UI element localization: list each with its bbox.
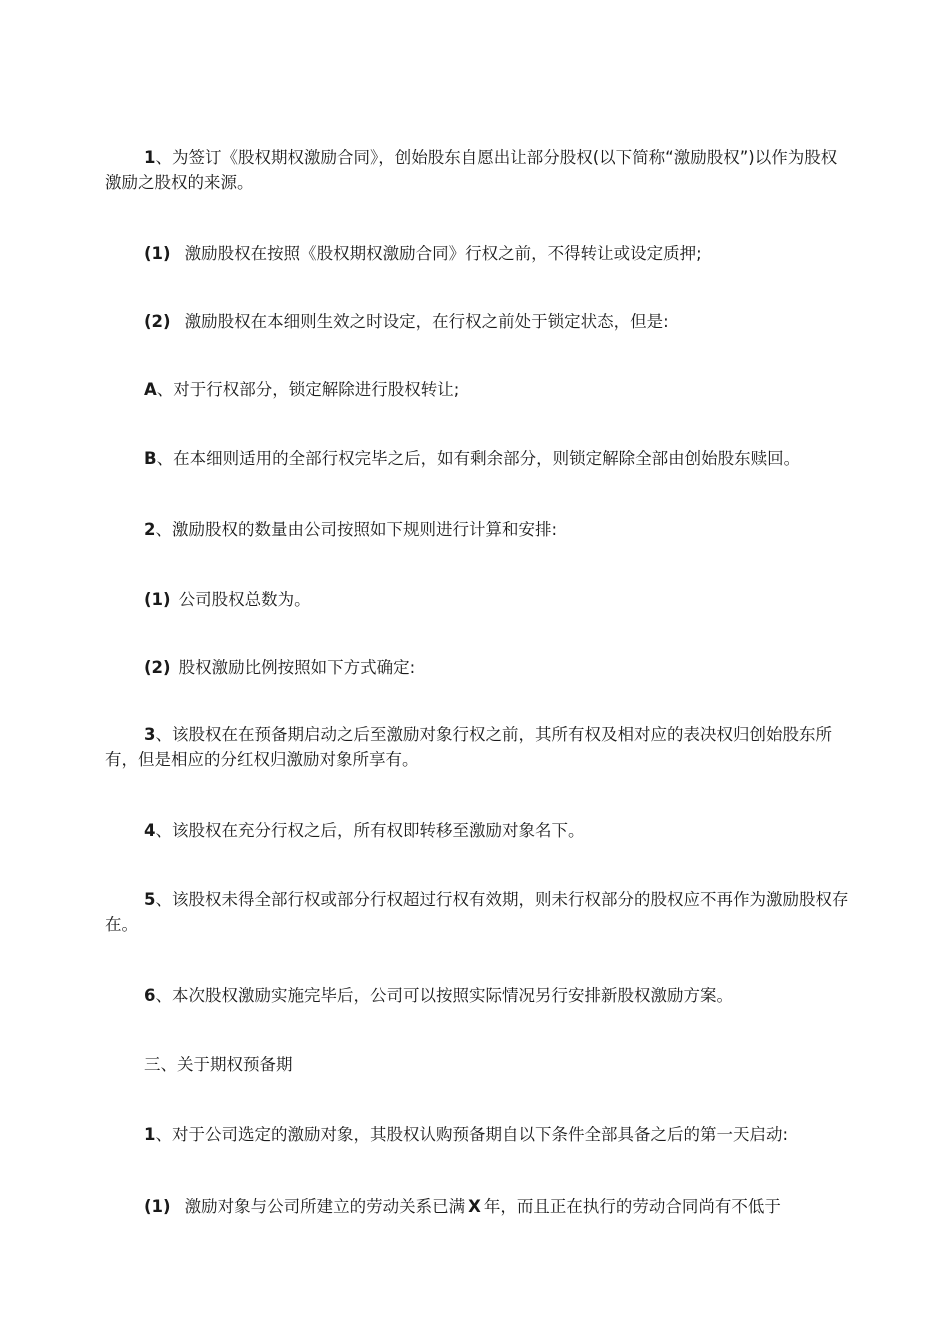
- paragraph-10: [105, 818, 850, 843]
- paragraph-number: (1): [144, 244, 171, 263]
- paragraph-text: 、本次股权激励实施完毕后，公司可以按照实际情况另行安排新股权激励方案。: [155, 986, 733, 1005]
- paragraph-7: [105, 587, 850, 612]
- paragraph-1: [105, 145, 850, 195]
- section-heading-text: 三、关于期权预备期: [144, 1055, 293, 1074]
- paragraph-number: (2): [144, 658, 171, 677]
- paragraph-text: 、在本细则适用的全部行权完毕之后，如有剩余部分，则锁定解除全部由创始股东赎回。: [156, 449, 801, 468]
- paragraph-number: 5: [144, 890, 156, 909]
- paragraph-text: 激励股权在按照《股权期权激励合同》行权之前，不得转让或设定质押;: [184, 244, 702, 263]
- paragraph-number: 2: [144, 520, 156, 539]
- paragraph-2: [105, 241, 850, 266]
- paragraph-12: [105, 983, 850, 1008]
- paragraph-11: [105, 887, 850, 937]
- paragraph-text: 激励股权在本细则生效之时设定，在行权之前处于锁定状态，但是:: [184, 312, 669, 331]
- paragraph-text: 、对于行权部分，锁定解除进行股权转让;: [156, 380, 460, 399]
- variable-x: X: [468, 1197, 481, 1216]
- paragraph-14: [105, 1122, 850, 1147]
- paragraph-number: (1): [144, 1197, 171, 1216]
- paragraph-6: [105, 517, 850, 542]
- section-heading: [105, 1052, 850, 1077]
- paragraph-text: 、该股权在充分行权之后，所有权即转移至激励对象名下。: [155, 821, 585, 840]
- paragraph-number: (2): [144, 312, 171, 331]
- paragraph-number: 1: [144, 1125, 156, 1144]
- paragraph-3: [105, 309, 850, 334]
- paragraph-number: B: [144, 449, 157, 468]
- paragraph-text: 、激励股权的数量由公司按照如下规则进行计算和安排:: [155, 520, 558, 539]
- paragraph-text: 、对于公司选定的激励对象，其股权认购预备期自以下条件全部具备之后的第一天启动:: [155, 1125, 789, 1144]
- paragraph-text: 、为签订《股权期权激励合同》，创始股东自愿出让部分股权(以下简称“激励股权”)以作为股权激励之股权的来源。: [105, 148, 838, 192]
- paragraph-text: 股权激励比例按照如下方式确定:: [178, 658, 416, 677]
- paragraph-5: [105, 446, 850, 471]
- paragraph-9: [105, 722, 850, 772]
- paragraph-text: 激励对象与公司所建立的劳动关系已满: [184, 1197, 466, 1216]
- paragraph-text: 、该股权在在预备期启动之后至激励对象行权之前，其所有权及相对应的表决权归创始股东所有，但是相应的分红权归激励对象所享有。: [105, 725, 832, 769]
- paragraph-text-continued: 年，而且正在执行的劳动合同尚有不低于: [483, 1197, 781, 1216]
- paragraph-15: [105, 1194, 850, 1219]
- paragraph-number: A: [144, 380, 157, 399]
- paragraph-number: 1: [144, 148, 156, 167]
- paragraph-text: 公司股权总数为。: [178, 590, 311, 609]
- paragraph-text: 、该股权未得全部行权或部分行权超过行权有效期，则未行权部分的股权应不再作为激励股权存在。: [105, 890, 849, 934]
- paragraph-4: [105, 377, 850, 402]
- paragraph-number: 4: [144, 821, 156, 840]
- paragraph-number: (1): [144, 590, 171, 609]
- paragraph-number: 6: [144, 986, 156, 1005]
- paragraph-number: 3: [144, 725, 156, 744]
- paragraph-8: [105, 655, 850, 680]
